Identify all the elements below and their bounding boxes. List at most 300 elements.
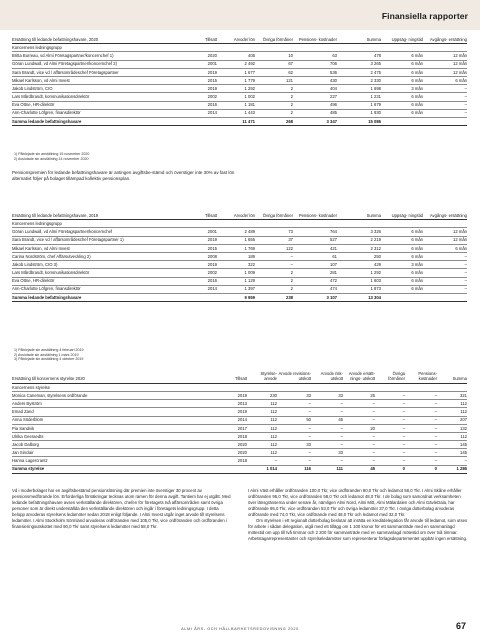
table-header-row-cell: Summa [366,212,381,218]
table-row-cell: – [434,425,437,431]
table-row-cell: 1 443 [244,110,255,116]
table-row-cell: 6 mån [411,61,423,67]
table-row-cell: 1 677 [244,69,255,75]
table-row-cell: 2016 [207,278,217,284]
table-row-cell: 2015 [207,245,217,251]
body-text-right-p2: Om styrelsen i ett regionalt dotterbolag beslutar att inrätta en kreditdelegation får arvode till ledamot, som utses för arbete i sådan delegation, utgå med ett tillägg om 1 100 kronor för ett sammanträde med en sammanlagd mötestid om upp till två timmar och 2 200 för sammanträde med en sammanlagd mötestid om över två timmar. Arbetstagarrepresentanter och styrelseledamöter som representerar förlagsdepartementet uppbär ingen ersättning. [248,518,468,541]
table-row [12,278,467,286]
table-header-row-cell: Summa [366,36,381,42]
table-row [12,253,467,261]
table-row-cell: – [372,400,375,406]
table-row [12,110,467,118]
table-row-cell: 2 [290,110,293,116]
table-row-cell: 33 [338,392,343,398]
table-row-cell: – [402,458,405,464]
table-header-row-cell: Pensions- kostnader [418,370,437,382]
table-row-cell: Ann-Charlotte Löfgren, finansdirektör [12,286,81,292]
table-header-row-cell: Tillsatt [235,376,247,382]
table-row-cell: 12 mån [453,61,467,67]
table-row-cell: – [402,433,405,439]
table-row-cell: 20 [370,425,375,431]
table-row-cell: 764 [330,229,337,235]
table-row [12,433,467,441]
table-row-cell: 112 [270,409,277,415]
table-row-cell: 112 [270,400,277,406]
table-row-cell: Pia Sandvik [12,425,35,431]
table-row-cell: 2 [290,102,293,108]
table-row-cell: 2002 [207,94,217,100]
table-sum-row-cell: 1 286 [456,466,467,472]
table-header-row-cell: Arvode risk- utskott [320,370,343,382]
table-header-row-cell: Övriga förmåner [262,212,293,218]
table-row-cell: – [340,425,343,431]
table-row-cell: 37 [288,237,293,243]
table-row-cell: 421 [330,245,337,251]
table-row-cell: 3 mån [411,261,423,267]
table-row-cell: Göran Lundwall, vd Almi Företagspartner/koncernchef 2) [12,61,117,67]
table-row-cell: Sara Brandt, vice vd / affärsområdeschef Företagspartner [12,69,119,75]
table-row-cell: 1 679 [370,102,381,108]
table-row [12,228,467,236]
table-row [12,408,467,416]
table-row-cell: Jacob Dalborg [12,441,40,447]
table-header-row-cell: Arvode/ lön [233,36,255,42]
table-row-cell: 2 [290,278,293,284]
table-row-cell: 2 312 [370,245,381,251]
table-row-cell: 527 [330,237,337,243]
table-row-cell: – [340,400,343,406]
table-row-cell: 2014 [237,417,247,423]
table-sum-row-cell: 13 304 [368,294,381,300]
table-row [12,52,467,60]
table-header-row-cell: Arvode/ lön [233,212,255,218]
table-row-cell: 429 [374,261,381,267]
table-row-cell: 61 [332,253,337,259]
table-row-cell: – [402,417,405,423]
table-header-row-cell: Ersättning till ledande befattningshavare, 2020 [12,36,99,42]
table-row-cell: 73 [288,229,293,235]
table-row-cell: 45 [338,417,343,423]
page-header-band [0,0,480,30]
table-header-row-cell: Arvode ersätt- nings- utskott [348,370,375,382]
table-row-cell: 322 [248,261,255,267]
table-row-cell: Britta Burreau, vd Almi Företagspartner/koncernchef 1) [12,53,114,59]
table-row-cell: 496 [330,102,337,108]
table-row-cell: – [274,458,277,464]
footnote: 2) Avslutade sin anställning 14 november 2020 [14,156,89,161]
table-header-row-cell: Avgångs- ersättning [429,212,467,218]
table-row-cell: – [464,85,467,91]
table-sum-row [12,118,467,126]
table-row-cell: Lars Mårdbrandt, kommunikationsdirektör [12,94,90,100]
table-row-cell: – [340,458,343,464]
table-row-cell: 2 [290,270,293,276]
table-row-cell: 6 mån [411,270,423,276]
table-header-row-cell: Uppsäg- ningstid [391,212,423,218]
table-row-cell: Mikael Karlsson, vd Almi Invest [12,245,70,251]
table-header-row-cell: Pensions- kostnader [298,36,337,42]
table-row-cell: 6 mån [411,286,423,292]
table-row-cell: Jan Sinclair [12,450,34,456]
table-row-cell: – [434,450,437,456]
table-row-cell: 132 [460,425,467,431]
table-row-cell: Anna Söderblom [12,417,44,423]
table-row-cell: – [290,261,293,267]
table-row-cell: 1 181 [244,102,255,108]
table-row-cell: 25 [370,392,375,398]
table-row [12,425,467,433]
table-section-label [12,384,467,392]
table-row-cell: 250 [374,253,381,259]
table-row-cell: 2 475 [370,69,381,75]
table-row-cell: 6 mån [411,110,423,116]
table-row-cell: – [434,392,437,398]
table-row-cell: 1 603 [370,278,381,284]
table-header-row-cell: Styrelse- arvode [260,370,277,382]
table-section-label [12,44,467,52]
table-row-cell: 6 mån [411,102,423,108]
compensation-table-2019 [12,212,467,302]
table-row-cell: 1 231 [370,94,381,100]
table-row-cell: – [464,278,467,284]
table-row-cell: 3 326 [370,229,381,235]
table-row-cell: 10 [288,53,293,59]
table-row-cell: – [464,102,467,108]
table-row [12,441,467,449]
table-row-cell: 3 265 [370,61,381,67]
table-row-cell: – [464,261,467,267]
footnote: 1) Påbörjade sin anställning 15 november 2020 [14,152,90,156]
table-sum-row-cell: 9 959 [244,294,255,300]
table-row-cell: 67 [288,61,293,67]
table-row-cell: 121 [286,77,293,83]
table-row-cell: 2 [290,286,293,292]
page-number: 67 [455,621,466,631]
section-label-text: Koncernens styrelse [12,384,50,390]
table-row-cell: – [372,441,375,447]
table-row-cell: – [372,433,375,439]
table-sum-row-cell: 11 471 [242,118,255,124]
table-row-cell: – [402,425,405,431]
table-row-cell: 12 mån [453,229,467,235]
footnotes-2019 [14,348,84,362]
table-row [12,93,467,101]
page-footer: ALMI ÅRS- OCH HÅLLBARHETSREDOVISNING 2020 [181,627,299,631]
table-row [12,77,467,85]
table-row-cell: 1 129 [244,278,255,284]
table-row-cell: 2001 [207,61,217,67]
table-row-cell: – [340,441,343,447]
table-sum-row-cell: 0 [402,466,405,472]
table-row-cell: 1 655 [244,237,255,243]
table-row-cell: 6 mån [455,245,467,251]
table-row [12,400,467,408]
table-row-cell: 2020 [237,441,247,447]
table-row-cell: – [372,450,375,456]
table-row-cell: – [308,458,311,464]
table-row-cell: 485 [330,110,337,116]
table-row-cell: 12 mån [453,69,467,75]
table-row-cell: 12 mån [453,237,467,243]
table-row-cell: – [464,286,467,292]
table-row-cell: – [340,409,343,415]
table-header-row [12,370,467,384]
table-sum-row-cell: 1 014 [266,466,277,472]
table-row-cell: 6 mån [411,278,423,284]
table-row-cell: Emad Zand [12,409,34,415]
table-row-cell: 6 mån [411,245,423,251]
table-row-cell: – [372,417,375,423]
table-row-cell: Carina Nordström, chef Affärsutveckling 2) [12,253,91,259]
table-row-cell: 321 [460,392,467,398]
table-row-cell: 1 873 [370,286,381,292]
table-row-cell: 63 [332,53,337,59]
table-row-cell: – [308,433,311,439]
table-section-label [12,220,467,228]
table-sum-row-cell: Summa styrelse [12,466,45,472]
table-row-cell: 472 [330,278,337,284]
table-header-row-cell: Övriga förmåner [388,370,405,382]
table-row-cell: 145 [460,450,467,456]
table-sum-row-cell: 45 [370,466,375,472]
table-row-cell: – [402,409,405,415]
table-row-cell: – [308,400,311,406]
table-row-cell: 145 [460,441,467,447]
table-row-cell: Göran Lundwall, vd Almi Företagspartner/koncernchef [12,229,113,235]
table-row-cell: – [372,458,375,464]
table-row-cell: 6 mån [455,77,467,83]
table-row [12,69,467,77]
table-row-cell: – [402,400,405,406]
table-sum-row-cell: 116 [304,466,311,472]
table-row [12,449,467,457]
compensation-table-2020 [12,36,467,126]
table-row-cell: 2 330 [370,77,381,83]
table-row-cell: – [434,458,437,464]
table-row-cell: 281 [330,270,337,276]
table-row-cell: 2 219 [370,237,381,243]
table-row-cell: – [434,433,437,439]
table-row-cell: 2018 [237,458,247,464]
footnote: 1) Påbörjade sin anställning 4 februari 2019 [14,348,84,352]
table-row [12,269,467,277]
body-text-left: Vd i moderbolaget har en avgiftsbestämd pensionslösning där premien inte överstiger 30 procent av pensionsmedförande lön. Erforderliga försäkringar tecknas utom ramen för denna avgift. Tantiem har ej utgått. Med ledande befattningshavare avses verkställande direktören, chefen för företagets två affärsområden samt övriga personer som är direkt underställda den verkställande direktören och ingår i företagets ledningsgrupp. I detta belopp arvoderas styrelsens ledamöter sedan 2018 enligt följande. I Almi Invest utgår inget arvode till styrelsens ledamöter. I Almi Stockholm Sörmland arvoderas ordföranden med 105,0 Tkr, vice ordföranden och ordföranden i finansieringsutskottet med 90,0 Tkr samt styrelsens ledamöter med 58,0 Tkr. [12,488,231,529]
table-sum-row-cell: 3 107 [326,294,337,300]
table-row-cell: 1 397 [244,286,255,292]
table-row-cell: – [402,392,405,398]
table-row [12,237,467,245]
table-header-row [12,212,467,220]
body-text-right-p1: I Almi Väst erhåller ordföranden 100,0 Tkr, vice ordföranden 90,0 Tkr och ledamot 58,0 Tkr. I Almi Skåne erhåller ordföranden 95,0 Tkr, vice ordföranden 58,0 Tkr och ledamot 48,0 Tkr. I de bolag som samordnat verksamheten över länsgränserna under senare år, nämligen Almi Nord, Almi Mitt, Almi Mälardalen och Almi GävleDala, har ordförande 95,0 Tkr, vice ordföranden 53,0 Tkr och övriga ledamöter 37,0 Tkr. I övriga dotterbolag arvoderas ordförande med 74,0 Tkr, vice ordförande med 48,0 Tkr och ledamot med 32,0 Tkr. [248,488,462,517]
table-row-cell: 107 [330,261,337,267]
table-row-cell: 404 [330,85,337,91]
table-row-cell: Mikael Karlsson, vd Almi Invest [12,77,70,83]
table-row [12,457,467,465]
table-row [12,61,467,69]
table-row-cell: 2 [290,94,293,100]
table-row-cell: 2019 [237,392,247,398]
table-row-cell: 2013 [237,400,247,406]
section-label-text: Koncernens ledningsgrupp [12,44,62,50]
table-row-cell: Hanna Lagercrantz [12,458,48,464]
table-header-row-cell: Uppsäg- ningstid [391,36,423,42]
table-row-cell: 230 [270,392,277,398]
table-row-cell: 1 292 [244,85,255,91]
table-row-cell: – [308,425,311,431]
table-row-cell: 112 [460,433,467,439]
board-compensation-table-2020 [12,370,467,474]
table-row-cell: 112 [460,400,467,406]
table-row-cell: 1 292 [370,270,381,276]
table-row-cell: – [340,433,343,439]
table-row-cell: – [434,409,437,415]
table-row-cell: Eva Ottne, HR-direktör [12,102,55,108]
table-header-row-cell: Ersättning till koncernens styrelse 2020 [12,376,85,382]
table-header-row-cell: Tillsatt [205,212,217,218]
table-row-cell: 2015 [207,77,217,83]
table-row-cell: 2017 [237,425,247,431]
table-row-cell: 2018 [237,433,247,439]
table-row-cell: Ann-Charlotte Löfgren, finansdirektör [12,110,81,116]
footnote: 2) Avslutade sin anställning 1 mars 2019 [14,352,79,357]
table-row-cell: 112 [270,441,277,447]
footnotes-2020 [14,152,89,161]
table-sum-row [12,294,467,302]
table-header-row [12,36,467,44]
table-row-cell: 6 mån [411,77,423,83]
table-row-cell: – [290,253,293,259]
table-row-cell: – [308,450,311,456]
table-sum-row-cell: 111 [336,466,343,472]
table-row-cell: 2014 [207,286,217,292]
table-sum-row-cell: 0 [434,466,437,472]
table-header-row-cell: Arvode revisions- utskott [278,370,311,382]
table-row-cell: 112 [270,417,277,423]
table-header-row-cell: Summa [452,376,467,382]
table-row-cell: Jakob Lindström, CIO [12,85,53,91]
table-row [12,245,467,253]
table-row-cell: 6 mån [411,229,423,235]
pension-paragraph: Pensionspremien för ledande befattningshavare är antingen avgiftsbe-stämd och överstiger inte 30% av fast lön alternativt följer på bolaget tillämpad kollektiv pensionsplan. [12,170,235,182]
table-row-cell: – [464,94,467,100]
table-row-cell: 2016 [207,102,217,108]
table-row-cell: – [464,458,467,464]
table-row-cell: – [402,441,405,447]
table-row-cell: 1 769 [244,245,255,251]
table-row-cell: 33 [338,450,343,456]
table-row-cell: – [464,270,467,276]
table-row-cell: 536 [330,69,337,75]
table-row-cell: 2 [290,85,293,91]
table-row-cell: 1 930 [370,110,381,116]
table-sum-row-cell: 15 086 [368,118,381,124]
table-row-cell: 2019 [207,69,217,75]
table-sum-row-cell: 268 [286,118,293,124]
table-row-cell: 706 [330,61,337,67]
table-row [12,85,467,93]
table-row-cell: 227 [330,94,337,100]
table-row-cell: – [464,253,467,259]
body-text-right [248,488,468,542]
table-row-cell: 2001 [207,229,217,235]
table-row-cell: 1 779 [244,77,255,83]
table-row-cell: 112 [270,425,277,431]
table-row-cell: Monica Caneman, styrelsens ordförande [12,392,88,398]
table-row-cell: 2020 [237,450,247,456]
table-row-cell: 112 [270,433,277,439]
table-header-row-cell: Pensions- kostnader [298,212,337,218]
table-row [12,286,467,294]
table-row-cell: 189 [248,253,255,259]
table-row-cell: 3 mån [411,85,423,91]
section-title: Finansiella rapporter [381,11,468,21]
table-row-cell: 6 mån [411,53,423,59]
table-row-cell: 2002 [207,270,217,276]
table-row-cell: 112 [460,409,467,415]
table-row-cell: 2008 [207,253,217,259]
table-row-cell: 2019 [207,237,217,243]
table-row-cell: 6 mån [411,237,423,243]
table-row-cell: 2019 [237,409,247,415]
table-header-row-cell: Ersättning till ledande befattningshavare, 2019 [12,212,99,218]
table-row-cell: – [434,400,437,406]
table-row-cell: 474 [330,286,337,292]
table-row-cell: – [372,409,375,415]
table-sum-row [12,466,467,474]
table-row-cell: 1 009 [244,270,255,276]
table-row-cell: 1 002 [244,94,255,100]
section-label-text: Koncernens ledningsgrupp [12,220,62,226]
table-row-cell: 6 mån [411,94,423,100]
table-row-cell: 207 [460,417,467,423]
table-row [12,261,467,269]
footnote: 3) Påbörjade sin anställning 4 oktober 2019 [14,357,84,362]
table-sum-row-cell: Summa ledande befattningshavare [12,294,82,300]
table-row-cell: 430 [330,77,337,83]
table-row-cell: 50 [306,417,311,423]
table-row-cell: Lars Mårdbrandt, kommunikationsdirektör [12,270,90,276]
table-header-row-cell: Övriga förmåner [262,36,293,42]
table-row-cell: – [434,441,437,447]
table-sum-row-cell: 3 347 [326,118,337,124]
table-sum-row-cell: Summa ledande befattningshavare [12,118,82,124]
table-row-cell: Ulrika Geeraedts [12,433,44,439]
table-row-cell: 112 [270,450,277,456]
table-row-cell: 2019 [207,261,217,267]
table-row-cell: Sara Brandt, vice vd / affärsområdeschef Företagspartner 1) [12,237,124,243]
table-row-cell: 33 [306,392,311,398]
table-row-cell: Jakob Lindström, CIO 3) [12,261,58,267]
table-sum-row-cell: 238 [286,294,293,300]
table-row-cell: Anders Byström [12,400,42,406]
table-row-cell: 122 [286,245,293,251]
table-row-cell: 33 [306,441,311,447]
table-row-cell: 62 [288,69,293,75]
table-row-cell: 2 492 [244,61,255,67]
table-row-cell: 478 [374,53,381,59]
table-row-cell: 405 [248,53,255,59]
table-row-cell: 12 mån [453,53,467,59]
table-row-cell: – [402,450,405,456]
table-row-cell: 6 mån [411,69,423,75]
table-header-row-cell: Tillsatt [205,36,217,42]
table-row-cell: 2014 [207,110,217,116]
table-row [12,417,467,425]
table-row-cell: 2019 [207,85,217,91]
table-row-cell: – [308,409,311,415]
table-row-cell: 6 mån [411,253,423,259]
table-row-cell: 1 698 [370,85,381,91]
